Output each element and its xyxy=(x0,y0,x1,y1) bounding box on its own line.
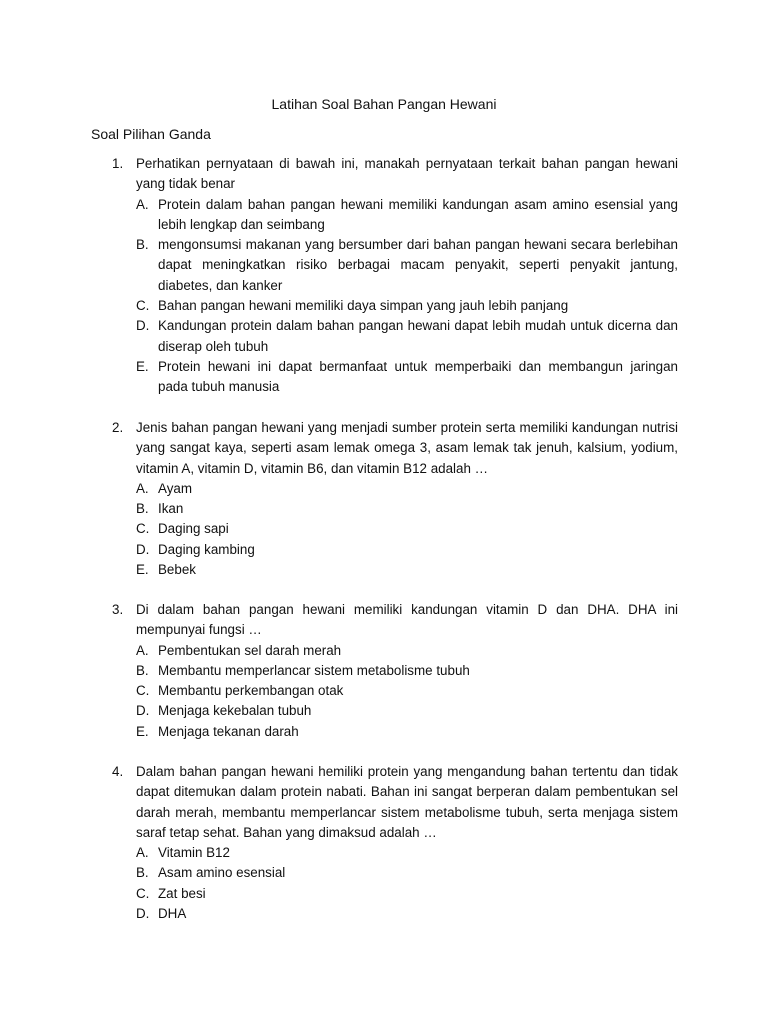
question-3 xyxy=(112,600,678,742)
option-text: Membantu memperlancar sistem metabolisme tubuh xyxy=(158,662,470,678)
option-c xyxy=(112,681,678,701)
option-letter: C. xyxy=(136,683,150,699)
option-a xyxy=(112,641,678,661)
question-1 xyxy=(112,154,678,398)
option-e xyxy=(112,357,678,398)
option-letter: E. xyxy=(136,358,149,374)
option-text: Membantu perkembangan otak xyxy=(158,683,344,699)
question-text: Jenis bahan pangan hewani yang menjadi sumber protein serta memiliki kandungan nutrisi yang sangat kaya, seperti asam lemak omega 3, asam lemak tak jenuh, kalsium, yodium, vitamin A, vitamin D, vitamin B6, dan vitamin B12 adalah … xyxy=(136,420,678,476)
option-list xyxy=(112,843,678,924)
option-text: DHA xyxy=(158,906,187,922)
option-list xyxy=(112,641,678,742)
option-letter: A. xyxy=(136,642,149,658)
option-e xyxy=(112,560,678,580)
option-letter: C. xyxy=(136,885,150,901)
option-letter: E. xyxy=(136,562,149,578)
option-c xyxy=(112,884,678,904)
question-text: Dalam bahan pangan hewani hemiliki protein yang mengandung bahan tertentu dan tidak dapat ditemukan dalam protein nabati. Bahan ini sangat berperan dalam pembentukan sel darah merah, membantu memperlancar sistem metabolisme tubuh, serta menjaga sistem saraf tetap sehat. Bahan yang dimaksud adalah … xyxy=(136,764,678,840)
option-d xyxy=(112,701,678,721)
option-letter: E. xyxy=(136,723,149,739)
option-text: Pembentukan sel darah merah xyxy=(158,642,342,658)
option-b xyxy=(112,863,678,883)
question-number: 4. xyxy=(112,764,124,779)
option-c xyxy=(112,296,678,316)
question-number: 3. xyxy=(112,602,124,617)
option-letter: D. xyxy=(136,318,150,334)
option-b xyxy=(112,499,678,519)
option-b xyxy=(112,661,678,681)
option-text: Menjaga kekebalan tubuh xyxy=(158,703,312,719)
option-text: Kandungan protein dalam bahan pangan hewani dapat lebih mudah untuk dicerna dan diserap oleh tubuh xyxy=(158,318,678,354)
question-number: 2. xyxy=(112,420,124,435)
option-letter: D. xyxy=(136,703,150,719)
option-list xyxy=(112,479,678,580)
document-title: Latihan Soal Bahan Pangan Hewani xyxy=(271,96,497,112)
question-2 xyxy=(112,418,678,580)
option-letter: B. xyxy=(136,237,149,253)
question-text: Di dalam bahan pangan hewani memiliki kandungan vitamin D dan DHA. DHA ini mempunyai fungsi … xyxy=(136,602,678,638)
option-text: Daging sapi xyxy=(158,521,229,537)
option-letter: B. xyxy=(136,662,149,678)
question-4 xyxy=(112,762,678,924)
option-a xyxy=(112,843,678,863)
option-text: Bebek xyxy=(158,562,196,578)
option-e xyxy=(112,722,678,742)
option-letter: D. xyxy=(136,541,150,557)
option-text: Ikan xyxy=(158,501,184,517)
option-letter: B. xyxy=(136,865,149,881)
option-text: Bahan pangan hewani memiliki daya simpan yang jauh lebih panjang xyxy=(158,298,569,314)
option-list xyxy=(112,195,678,398)
option-c xyxy=(112,519,678,539)
option-a xyxy=(112,195,678,236)
option-b xyxy=(112,235,678,296)
option-text: mengonsumsi makanan yang bersumber dari bahan pangan hewani secara berlebihan dapat meningkatkan risiko berbagai macam penyakit, seperti penyakit jantung, diabetes, dan kanker xyxy=(158,237,678,293)
question-text: Perhatikan pernyataan di bawah ini, manakah pernyataan terkait bahan pangan hewani yang tidak benar xyxy=(136,156,678,192)
option-letter: C. xyxy=(136,298,150,314)
option-text: Ayam xyxy=(158,480,192,496)
option-text: Protein dalam bahan pangan hewani memiliki kandungan asam amino esensial yang lebih lengkap dan seimbang xyxy=(158,196,678,232)
option-a xyxy=(112,479,678,499)
section-title: Soal Pilihan Ganda xyxy=(91,126,211,142)
option-d xyxy=(112,316,678,357)
option-text: Daging kambing xyxy=(158,541,255,557)
option-d xyxy=(112,904,678,924)
option-letter: A. xyxy=(136,845,149,861)
option-letter: C. xyxy=(136,521,150,537)
option-letter: A. xyxy=(136,196,149,212)
option-text: Vitamin B12 xyxy=(158,845,230,861)
question-number: 1. xyxy=(112,156,124,171)
option-letter: D. xyxy=(136,906,150,922)
option-text: Protein hewani ini dapat bermanfaat untuk memperbaiki dan membangun jaringan pada tubuh manusia xyxy=(158,358,678,395)
option-text: Menjaga tekanan darah xyxy=(158,723,299,739)
option-letter: A. xyxy=(136,480,149,496)
option-d xyxy=(112,540,678,560)
option-text: Zat besi xyxy=(158,885,206,901)
option-text: Asam amino esensial xyxy=(158,865,286,881)
option-letter: B. xyxy=(136,501,149,517)
